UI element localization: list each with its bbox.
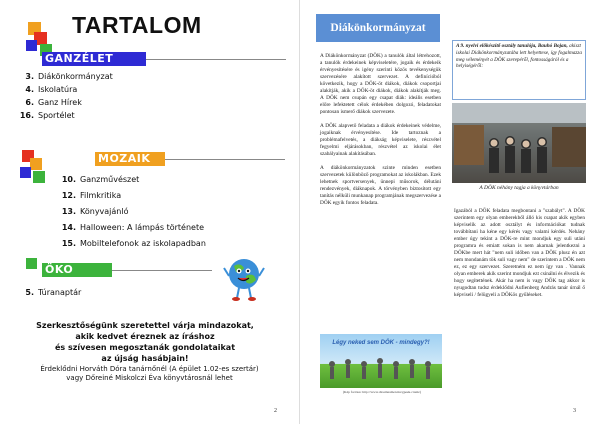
toc-list-oko bbox=[10, 286, 81, 299]
list-item[interactable]: 6. Ganz Hírek bbox=[25, 98, 82, 107]
separator bbox=[112, 270, 212, 271]
banner-photo bbox=[320, 334, 442, 388]
decor-square bbox=[30, 158, 42, 170]
decor-square bbox=[20, 167, 31, 178]
section-heading-ganzelet: GANZÉLET bbox=[42, 52, 146, 66]
article-header: Diákönkormányzat bbox=[316, 14, 440, 42]
list-item[interactable]: 5. Túranaptár bbox=[25, 288, 82, 297]
page-number: 2 bbox=[274, 408, 277, 414]
separator bbox=[146, 59, 286, 60]
toc-list-ganzelet bbox=[10, 70, 113, 122]
decor-square bbox=[33, 171, 45, 183]
article-column-1: A Diákönkormányzat (DÖK) a tanulók által létrehozott, a tanulók érdekeinek képviseletére, jogaik és érdekeik érvényesítésére és igény szerinti közös tevékenységük szervezésére alakított szervezet. A definícióból következik, hogy a DÖK-öt diákok, diákok csoportjai alakítják, akik a DÖK-öt diákok, diákok alakítják meg. A DÖK nem csupán egy csapat diák: ideális esetben előre lefektetett célok érdekében dolgozó, feladatokat pontosan ismerő diákok szervezete. A DÖK alapvető feladata a diákok érdekeinek védelme, jogaiknak érvényesítése. Ide tartoznak a problémafelvetés, a diákság képviselete, részvétel fegyelmi eljárásokban, részvétel az iskolai élet szabályainak alakításában. A diákönkormányzatok szinte minden esetben szervezetek különböző programokat az iskolákban. Ezek lehetnek sportversenyek, ünnepi műsorok, délutáni rendezvények, diáknapok. A törvényben biztosított egy tanítás nélküli munkanap programjának megszervezése a DÖK egyik fontos feladata. bbox=[320, 53, 441, 206]
article-column-2: Igazából a DÖK feladata megbontani a "szabályt". A DÖK szerintem egy olyan emberekből álló kis csapat akik egyben képviselik az adott osztályt és információkat tudnak továbbítani ha kéne egy kérés vagy valami kérdés. Nehány ember úgy tekint a DÖK-re mint mondjuk egy suli utáni programra és emiatt sokan is nem akarnak jelentkezni a DÖKbe mert hát "nem suli időben van a DÖK plusz én azt nem mondanám tök suli vagy nem" de szerintem a DÖK nem ez, ez egy szervezet. Szeretném ez nem így van . Vannak olyan emberek akik szerint mondjuk ezt csinálni és élvezik és hogy segítettének. Akár ha nem is vagy DÖK tag akkor is nyugodtan tudsz érdeklődni Aufienberg András tanár úrnál ő képviseli / felügyeli a DÖKös gyűléseket. bbox=[454, 208, 585, 298]
globe-shape bbox=[229, 259, 259, 289]
page-number: 3 bbox=[573, 408, 576, 414]
section-heading-mozaik: MOZAIK bbox=[95, 152, 165, 166]
decor-square bbox=[26, 40, 37, 51]
list-item[interactable]: 3. Diákönkormányzat bbox=[25, 72, 113, 81]
list-item[interactable]: 15. Mobiltelefonok az iskolapadban bbox=[61, 239, 206, 248]
invitation-text: Szerkesztőségünk szeretettel várja mindazokat, akik kedvet éreznek az íráshoz és szívesen megosztanák gondolataikat az újság hasábjain! bbox=[36, 321, 254, 363]
contact-text: Érdeklődni Horváth Dóra tanárnőnél (A épület 1.02-es szertár) vagy Dőreiné Miskolczi Éva könyvtárosnál lehet bbox=[40, 365, 259, 382]
photo-caption: A DÖK néhány tagja a könyvtárban bbox=[479, 185, 559, 191]
page-title: TARTALOM bbox=[72, 12, 202, 38]
section-heading-oko: ÖKO bbox=[42, 263, 112, 277]
list-item[interactable]: 10. Ganzművészet bbox=[61, 175, 140, 184]
list-item[interactable]: 13. Könyvajánló bbox=[61, 207, 129, 216]
list-item[interactable]: 4. Iskolatúra bbox=[25, 85, 78, 94]
list-item[interactable]: 14. Halloween: A lámpás története bbox=[61, 223, 205, 232]
earth-mascot-illustration bbox=[222, 254, 266, 302]
banner-text: Légy neked sem DÖK - mindegy?! bbox=[332, 340, 430, 346]
list-item[interactable]: 12. Filmkritika bbox=[61, 191, 122, 200]
list-item[interactable]: 16. Sportélet bbox=[19, 111, 75, 120]
toc-list-mozaik bbox=[56, 172, 206, 252]
library-photo bbox=[452, 103, 586, 183]
photo-source-caption: (Kép forrása: http://www.dioamesmen.hu/gpeek.crank/) bbox=[342, 390, 422, 394]
quote-box: A 9. nyelvi előkészítő osztály tanulója, Bauhó Bojan, akiszt iskolai Diákönkormányzatába lett helyettese, így fogalmazza meg véleményét a DÖK szerepéről, fontosságáról és a helyiségéről: bbox=[452, 40, 586, 100]
decor-square bbox=[26, 258, 37, 269]
separator bbox=[165, 159, 285, 160]
